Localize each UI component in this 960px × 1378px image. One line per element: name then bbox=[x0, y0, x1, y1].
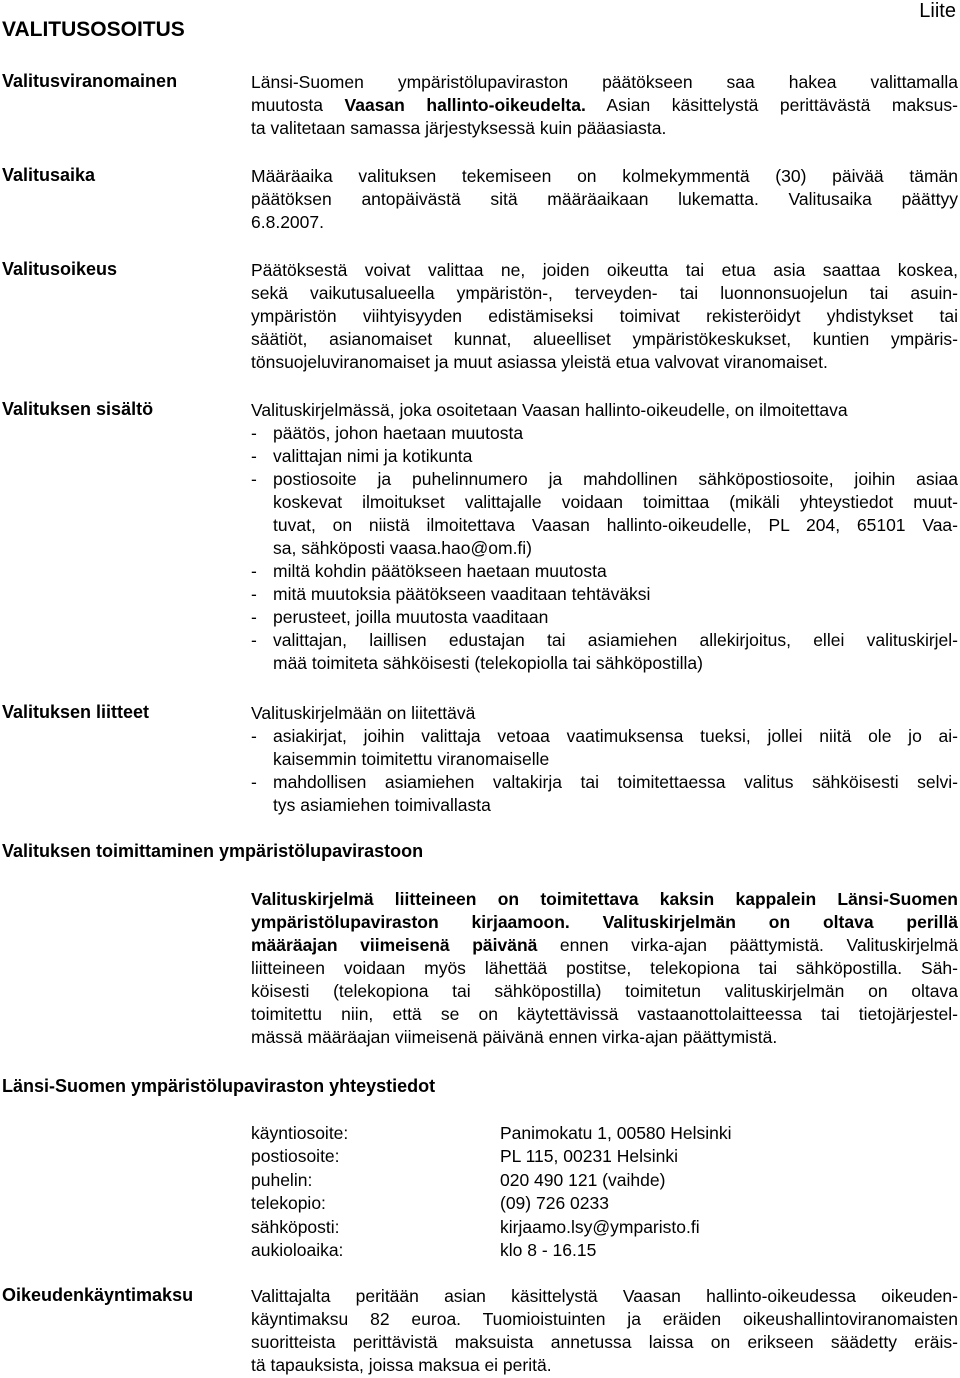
section-label-sisalto: Valituksen sisältö bbox=[2, 399, 154, 419]
contact-row bbox=[251, 1122, 732, 1145]
text-line: Valittajalta peritään asian käsittelystä Vaasan hallinto-oikeudessa oikeuden- bbox=[251, 1286, 958, 1306]
section-label-liitteet: Valituksen liitteet bbox=[2, 702, 150, 722]
list-item: - valittajan nimi ja kotikunta bbox=[251, 446, 473, 466]
contact-key: aukioloaika: bbox=[251, 1240, 344, 1261]
section-label-oikeus: Valitusoikeus bbox=[2, 259, 118, 279]
contact-table bbox=[251, 1122, 732, 1262]
section-heading-toimittaminen: Valituksen toimittaminen ympäristölupavirastoon bbox=[2, 841, 424, 861]
contact-key: sähköposti: bbox=[251, 1216, 340, 1237]
contact-row bbox=[251, 1169, 732, 1192]
contact-key: postiosoite: bbox=[251, 1146, 340, 1167]
text-line: käyntimaksu 82 euroa. Tuomioistuinten ja eräiden oikeushallintoviranomaisten bbox=[251, 1309, 958, 1329]
text-line: Päätöksestä voivat valittaa ne, joiden oikeutta tai etua asia saattaa koskea, bbox=[251, 260, 958, 280]
section-body-liitteet bbox=[251, 702, 958, 817]
appendix-label: Liite bbox=[919, 0, 956, 22]
section-body-sisalto bbox=[251, 399, 958, 675]
contact-value: kirjaamo.lsy@ymparisto.fi bbox=[500, 1216, 700, 1237]
section-body-viranomainen bbox=[251, 71, 958, 140]
text-line: ympäristön viihtyisyyden edistämiseksi toimivat rekisteröidyt yhdistykset tai bbox=[251, 306, 958, 326]
text-line: sekä vaikutusalueella ympäristön-, terveyden- tai luonnonsuojelun tai asuin- bbox=[251, 283, 958, 303]
contact-key: käyntiosoite: bbox=[251, 1123, 349, 1143]
contact-key: telekopio: bbox=[251, 1193, 326, 1214]
text-line: määräajan viimeisenä päivänä ennen virka-ajan päättymistä. Valituskirjelmä bbox=[251, 935, 958, 955]
list-item: - mahdollisen asiamiehen valtakirja tai toimitettaessa valitus sähköisesti selvi- tys asiamiehen toimivallasta bbox=[251, 772, 958, 815]
text-line: ta valitetaan samassa järjestyksessä kuin pääasiasta. bbox=[251, 118, 667, 138]
text-line: tä tapauksista, joissa maksua ei peritä. bbox=[251, 1355, 552, 1375]
document-title: VALITUSOSOITUS bbox=[2, 18, 185, 41]
list-item: - valittajan, laillisen edustajan tai asiamiehen allekirjoitus, ellei valituskirjel- mää toimiteta sähköisesti (telekopiolla tai sähköpostilla) bbox=[251, 630, 958, 673]
text-line: liitteineen voidaan myös lähettää postitse, telekopiona tai sähköpostilla. Säh- bbox=[251, 958, 958, 978]
contact-key: puhelin: bbox=[251, 1169, 313, 1190]
text-line: Valituskirjelmä liitteineen on toimitettava kaksin kappalein Länsi-Suomen bbox=[251, 889, 958, 909]
contact-row bbox=[251, 1192, 732, 1215]
contact-row bbox=[251, 1239, 732, 1262]
list-item: - mitä muutoksia päätökseen vaaditaan tehtäväksi bbox=[251, 584, 651, 604]
list-item: - miltä kohdin päätökseen haetaan muutosta bbox=[251, 561, 607, 581]
text-line: 6.8.2007. bbox=[251, 212, 324, 232]
contact-value: 020 490 121 (vaihde) bbox=[500, 1169, 666, 1190]
text-line: Valituskirjelmässä, joka osoitetaan Vaasan hallinto-oikeudelle, on ilmoitettava bbox=[251, 400, 848, 420]
text-line: toimitettu niin, että se on käytettävissä vastaanottolaitteessa tai tietojärjestel- bbox=[251, 1004, 958, 1024]
contact-value: klo 8 - 16.15 bbox=[500, 1240, 597, 1261]
text-line: suoritteista perittävistä maksuista annetussa laissa on erikseen säädetty eräis- bbox=[251, 1332, 958, 1352]
contact-row bbox=[251, 1145, 732, 1168]
list-item: - perusteet, joilla muutosta vaaditaan bbox=[251, 607, 549, 627]
text-line: Valituskirjelmään on liitettävä bbox=[251, 703, 476, 723]
contact-value: (09) 726 0233 bbox=[500, 1193, 609, 1214]
section-label-aika: Valitusaika bbox=[2, 165, 96, 185]
text-line: tönsuojeluviranomaiset ja muut asiassa yleistä etua valvovat viranomaiset. bbox=[251, 352, 828, 372]
text-line: ympäristölupaviraston kirjaamoon. Valituskirjelmän on oltava perillä bbox=[251, 912, 958, 932]
section-body-toimittaminen bbox=[251, 888, 958, 1049]
text-line: Määräaika valituksen tekemiseen on kolmekymmentä (30) päivää tämän bbox=[251, 166, 958, 186]
contact-value: PL 115, 00231 Helsinki bbox=[500, 1146, 679, 1167]
text-line: Länsi-Suomen ympäristölupaviraston päätökseen saa hakea valittamalla bbox=[251, 72, 958, 92]
section-heading-yhteystiedot: Länsi-Suomen ympäristölupaviraston yhteystiedot bbox=[2, 1076, 436, 1096]
section-body-maksu bbox=[251, 1285, 958, 1377]
list-item: - päätös, johon haetaan muutosta bbox=[251, 423, 524, 443]
court-name: Vaasan hallinto-oikeudelta. bbox=[344, 95, 586, 115]
list-item: - asiakirjat, joihin valittaja vetoaa vaatimuksensa tueksi, jollei niitä ole jo ai- kaisemmin toimitettu viranomaiselle bbox=[251, 726, 958, 769]
contact-row bbox=[251, 1216, 732, 1239]
section-label-viranomainen: Valitusviranomainen bbox=[2, 71, 178, 91]
section-body-aika bbox=[251, 165, 958, 234]
text-line: köisesti (telekopiona tai sähköpostilla) toimitetun valituskirjelmän on oltava bbox=[251, 981, 958, 1001]
text-line: päätöksen antopäivästä sitä määräaikaan lukematta. Valitusaika päättyy bbox=[251, 189, 958, 209]
section-label-maksu: Oikeudenkäyntimaksu bbox=[2, 1285, 194, 1305]
text-line: muutosta Vaasan hallinto-oikeudelta. Asian käsittelystä perittävästä maksus- bbox=[251, 95, 958, 115]
contact-value: Panimokatu 1, 00580 Helsinki bbox=[500, 1123, 732, 1143]
text-line: mässä määräajan viimeisenä päivänä ennen virka-ajan päättymistä. bbox=[251, 1027, 778, 1047]
list-item: - postiosoite ja puhelinnumero ja mahdollinen sähköpostiosoite, joihin asiaa koskevat ilmoitukset valittajalle voidaan toimittaa (mikäli yhteystiedot muut- tuvat, on niistä ilmoitettava Vaasan hallinto-oikeudelle, PL 204, 65101 Vaa- sa, sähköposti vaasa.hao@om.fi) bbox=[251, 469, 958, 558]
section-body-oikeus bbox=[251, 259, 958, 374]
text-line: säätiöt, asianomaiset kunnat, alueelliset ympäristökeskukset, kuntien ympäris- bbox=[251, 329, 958, 349]
